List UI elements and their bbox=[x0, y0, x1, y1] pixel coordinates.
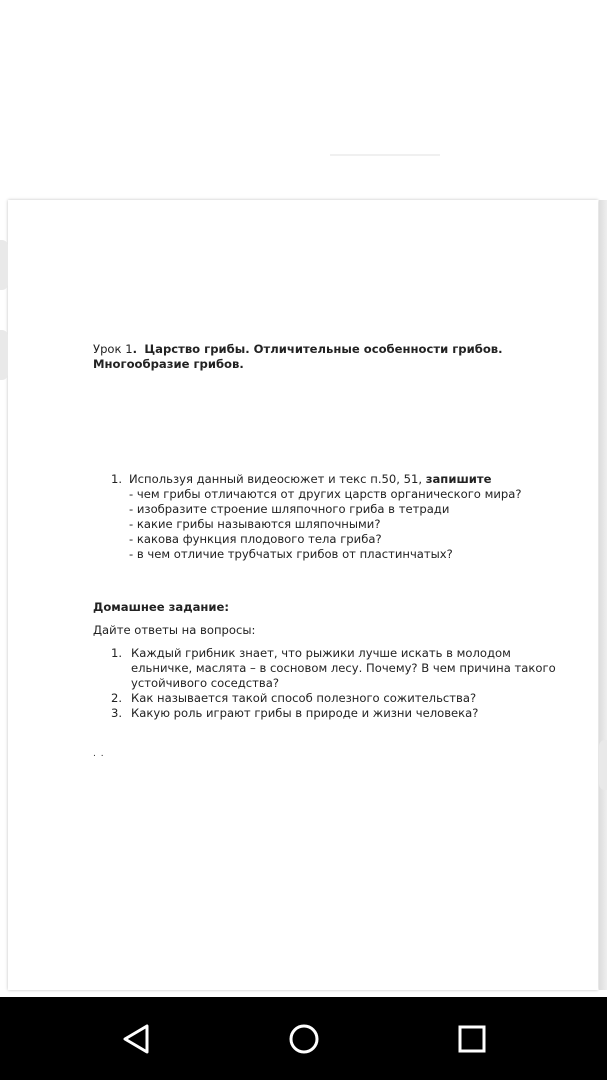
homework-questions bbox=[111, 646, 573, 721]
page-tab-left-middle bbox=[0, 330, 8, 380]
trailing-mark: . . bbox=[93, 749, 105, 759]
recent-apps-icon bbox=[455, 1022, 489, 1056]
back-button[interactable] bbox=[120, 1022, 154, 1056]
homework-question bbox=[111, 691, 573, 706]
back-icon bbox=[120, 1022, 154, 1056]
task-bullets bbox=[129, 487, 573, 562]
recent-apps-button[interactable] bbox=[455, 1022, 489, 1056]
lesson-title bbox=[93, 342, 573, 372]
lesson-title-line1: Царство грибы. Отличительные особенности грибов. bbox=[144, 342, 503, 356]
task-lead-bold: запишите bbox=[425, 472, 492, 486]
scan-artifact bbox=[330, 154, 440, 156]
document-content bbox=[93, 342, 573, 762]
task-bullet: - изобразите строение шляпочного гриба в тетради bbox=[129, 502, 450, 516]
homework-heading: Домашнее задание: bbox=[93, 600, 230, 614]
task-number: 1. bbox=[111, 472, 123, 486]
home-button[interactable] bbox=[287, 1022, 321, 1056]
lesson-dot: . bbox=[132, 342, 137, 356]
task-list bbox=[111, 472, 573, 562]
question-number: 2. bbox=[111, 691, 123, 705]
page-edge bbox=[599, 200, 607, 990]
task-bullet: - в чем отличие трубчатых грибов от пластинчатых? bbox=[129, 547, 453, 561]
homework-question bbox=[111, 706, 573, 721]
task-lead: Используя данный видеосюжет и текс п.50, 51, bbox=[129, 472, 423, 486]
task-bullet: - чем грибы отличаются от других царств органического мира? bbox=[129, 487, 522, 501]
page-tab-left-top bbox=[0, 240, 8, 290]
question-text: Как называется такой способ полезного сожительства? bbox=[131, 691, 477, 705]
lesson-prefix: Урок 1 bbox=[93, 342, 133, 356]
task-bullet: - какие грибы называются шляпочными? bbox=[129, 517, 381, 531]
question-number: 3. bbox=[111, 706, 123, 720]
question-number: 1. bbox=[111, 646, 123, 660]
android-nav-bar bbox=[0, 997, 607, 1080]
task-item bbox=[111, 472, 573, 487]
task-bullet: - какова функция плодового тела гриба? bbox=[129, 532, 382, 546]
home-icon bbox=[287, 1022, 321, 1056]
homework-intro: Дайте ответы на вопросы: bbox=[93, 623, 256, 637]
page-tab-right bbox=[599, 740, 607, 790]
lesson-title-line2: Многообразие грибов. bbox=[93, 357, 244, 371]
question-text: Какую роль играют грибы в природе и жизни человека? bbox=[131, 706, 479, 720]
question-text: Каждый грибник знает, что рыжики лучше искать в молодом ельничке, маслята – в сосновом лесу. Почему? В чем причина такого устойчивого соседства? bbox=[131, 646, 556, 690]
homework-question bbox=[111, 646, 573, 691]
